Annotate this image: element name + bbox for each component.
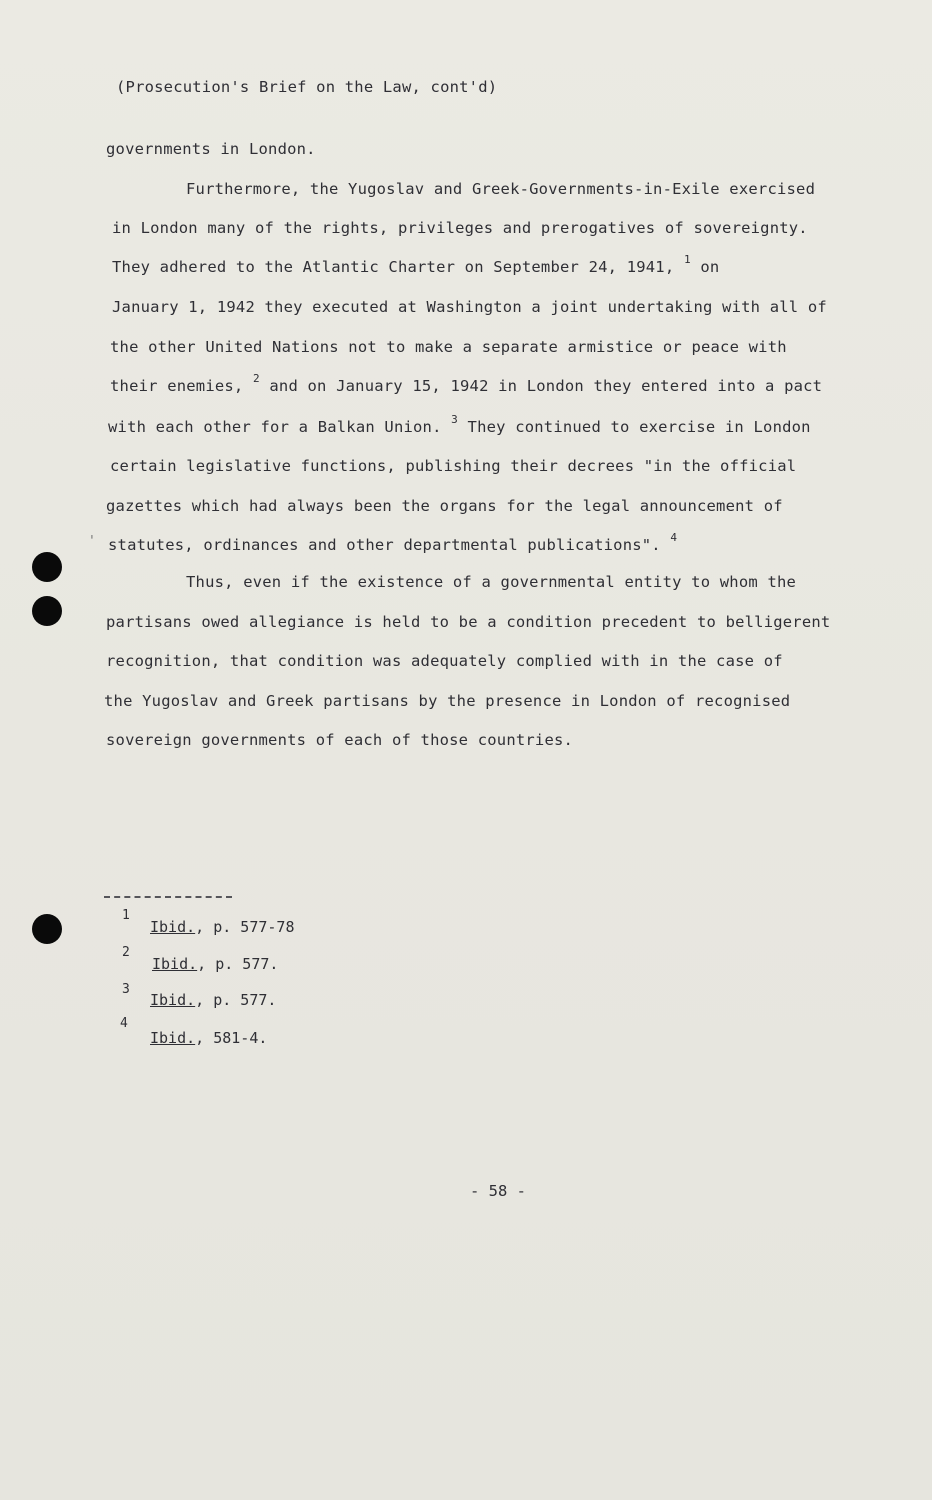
footnote-4-number: 4 — [120, 1016, 128, 1031]
footnote-4 — [150, 1029, 267, 1047]
body-line-7-text: their enemies, — [110, 377, 244, 395]
body-line-14: recognition, that condition was adequately complied with in the case of — [106, 652, 783, 670]
footnote-ref-3: 3 — [451, 413, 458, 426]
footnote-3-ibid: Ibid. — [150, 991, 196, 1009]
footnote-divider — [104, 896, 232, 898]
body-line-7-tail: and on January 15, 1942 in London they entered into a pact — [269, 377, 823, 395]
footnote-2-text: , p. 577. — [197, 955, 279, 973]
body-line-1: governments in London. — [106, 140, 316, 158]
footnote-1-text: , p. 577-78 — [195, 918, 295, 936]
body-line-2: Furthermore, the Yugoslav and Greek-Governments-in-Exile exercised — [186, 180, 816, 198]
body-line-4-text: They adhered to the Atlantic Charter on September 24, 1941, — [112, 258, 675, 276]
footnote-3 — [150, 991, 276, 1009]
body-line-8 — [108, 413, 811, 436]
footnote-2-ibid: Ibid. — [152, 955, 198, 973]
body-line-15: the Yugoslav and Greek partisans by the presence in London of recognised — [104, 692, 791, 710]
footnote-4-ibid: Ibid. — [150, 1029, 196, 1047]
footnote-ref-2: 2 — [253, 372, 260, 385]
footnote-ref-1: 1 — [683, 253, 691, 266]
body-line-4-tail: on — [700, 258, 720, 276]
punch-hole-lower — [32, 914, 62, 944]
page-number: - 58 - — [470, 1182, 526, 1200]
body-line-11-text: statutes, ordinances and other departmental publications". — [108, 536, 661, 554]
body-line-5: January 1, 1942 they executed at Washington a joint undertaking with all of — [112, 298, 827, 316]
body-line-7 — [110, 372, 823, 395]
body-line-6: the other United Nations not to make a separate armistice or peace with — [110, 338, 787, 356]
footnote-ref-4: 4 — [670, 531, 678, 544]
footnote-3-text: , p. 577. — [195, 991, 277, 1009]
footnote-1-number: 1 — [122, 908, 130, 923]
body-line-8-tail: They continued to exercise in London — [467, 418, 811, 436]
punch-hole-upper — [32, 552, 62, 582]
body-line-16: sovereign governments of each of those countries. — [106, 731, 574, 749]
footnote-1-ibid: Ibid. — [150, 918, 196, 936]
footnote-2 — [152, 955, 278, 973]
margin-mark: ' — [88, 534, 96, 549]
page-header: (Prosecution's Brief on the Law, cont'd) — [116, 78, 498, 96]
footnote-4-text: , 581-4. — [195, 1029, 268, 1047]
body-line-11 — [108, 531, 678, 554]
body-line-4 — [112, 253, 720, 276]
body-line-9: certain legislative functions, publishing their decrees "in the official — [110, 457, 797, 475]
body-line-8-text: with each other for a Balkan Union. — [108, 418, 442, 436]
footnote-2-number: 2 — [122, 945, 130, 960]
footnote-1 — [150, 918, 295, 936]
body-line-10: gazettes which had always been the organs for the legal announcement of — [106, 497, 783, 515]
body-line-3: in London many of the rights, privileges and prerogatives of sovereignty. — [112, 219, 808, 237]
body-line-12: Thus, even if the existence of a governmental entity to whom the — [186, 573, 797, 591]
footnote-3-number: 3 — [122, 982, 130, 997]
punch-hole-middle — [32, 596, 62, 626]
body-line-13: partisans owed allegiance is held to be a condition precedent to belligerent — [106, 613, 831, 631]
